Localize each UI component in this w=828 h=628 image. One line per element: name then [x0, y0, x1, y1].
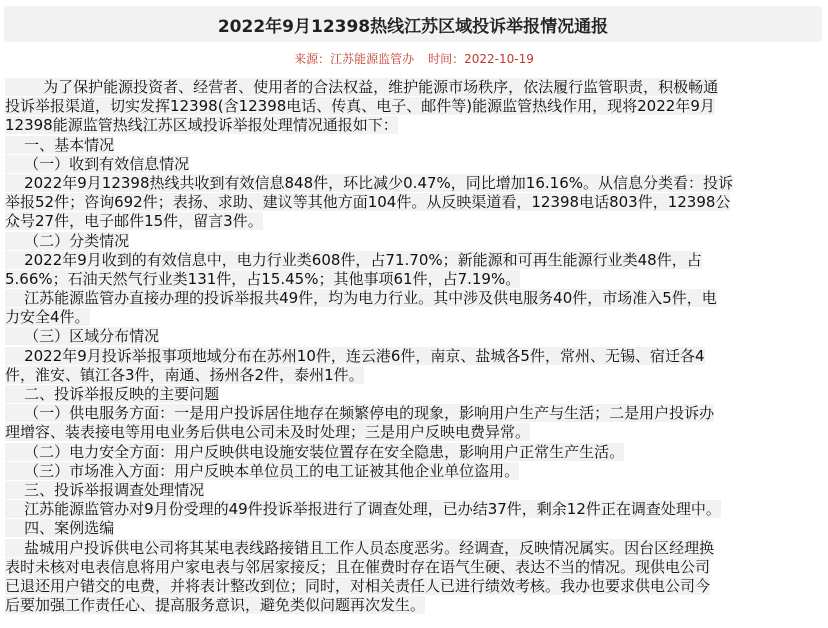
article-body	[5, 78, 821, 615]
section-heading: 一、基本情况	[5, 135, 115, 154]
article-title: 2022年9月12398热线江苏区域投诉举报情况通报	[4, 6, 822, 42]
subsection-heading: （二）分类情况	[5, 231, 130, 250]
source-link[interactable]: 江苏能源监管办	[330, 52, 415, 66]
section-heading: 二、投诉举报反映的主要问题	[5, 385, 220, 403]
subsection-heading: （一）收到有效信息情况	[5, 154, 190, 173]
source-label: 来源：	[294, 52, 331, 66]
body-line: 力安全4件。	[5, 308, 90, 327]
subsection-heading: （三）区域分布情况	[5, 327, 160, 346]
section-heading: 四、案例选编	[5, 519, 115, 538]
body-line: 后要加强工作责任心、提高服务意识，避免类似问题再次发生。	[5, 596, 426, 615]
body-line: 盐城用户投诉供电公司将其某电表线路接错且工作人员态度恶劣。经调查，反映情况属实。因台区经理换	[5, 538, 715, 557]
body-line: 2022年9月收到的有效信息中，电力行业类608件，占71.70%；新能源和可再生能源行业类48件，占	[5, 250, 702, 269]
body-line: 5.66%；石油天然气行业类131件，占15.45%；其他事项61件，占7.19%。	[5, 269, 521, 288]
body-line: 理增容、装表接电等用电业务后供电公司未及时处理；三是用户反映电费异常。	[5, 423, 531, 442]
body-line: 举报52件；咨询692件；表扬、求助、建议等其他方面104件。从反映渠道看，12398电话803件，12398公	[5, 193, 731, 212]
body-line: 表时未核对电表信息将用户家电表与邻居家接反；且在催费时存在语气生硬、表达不当的情况。现供电公司	[5, 557, 711, 576]
body-line: 为了保护能源投资者、经营者、使用者的合法权益，维护能源市场秩序，依法履行监管职责，积极畅通	[5, 78, 719, 96]
time-label: 时间：	[428, 52, 465, 66]
body-line: （一）供电服务方面：一是用户投诉居住地存在频繁停电的现象，影响用户生产与生活；二是用户投诉办	[5, 404, 715, 423]
body-line: 2022年9月投诉举报事项地域分布在苏州10件，连云港6件，南京、盐城各5件，常州、无锡、宿迁各4	[5, 346, 705, 365]
publish-time: 2022-10-19	[464, 52, 534, 66]
section-heading: 三、投诉举报调查处理情况	[5, 480, 205, 499]
body-line: 12398能源监管热线江苏区域投诉举报处理情况通报如下：	[5, 116, 398, 135]
body-line: 众号27件，电子邮件15件，留言3件。	[5, 212, 263, 231]
article-meta	[0, 50, 828, 67]
body-line: 已退还用户错交的电费，并将表计整改到位；同时，对相关责任人已进行绩效考核。我办也要求供电公司今	[5, 576, 711, 595]
body-line: 件，淮安、镇江各3件，南通、扬州各2件，泰州1件。	[5, 365, 364, 384]
body-line: （二）电力安全方面：用户反映供电设施安装位置存在安全隐患，影响用户正常生产生活。	[5, 442, 625, 461]
body-line: 江苏能源监管办直接办理的投诉举报共49件，均为电力行业。其中涉及供电服务40件，市场准入5件，电	[5, 289, 717, 308]
body-line: 投诉举报渠道，切实发挥12398(含12398电话、传真、电子、邮件等)能源监管热线作用，现将2022年9月	[5, 97, 715, 116]
body-line: （三）市场准入方面：用户反映本单位员工的电工证被其他企业单位盗用。	[5, 461, 520, 480]
body-line: 江苏能源监管办对9月份受理的49件投诉举报进行了调查处理，已办结37件，剩余12件正在调查处理中。	[5, 500, 721, 519]
body-line: 2022年9月12398热线共收到有效信息848件，环比减少0.47%，同比增加16.16%。从信息分类看：投诉	[5, 173, 733, 192]
